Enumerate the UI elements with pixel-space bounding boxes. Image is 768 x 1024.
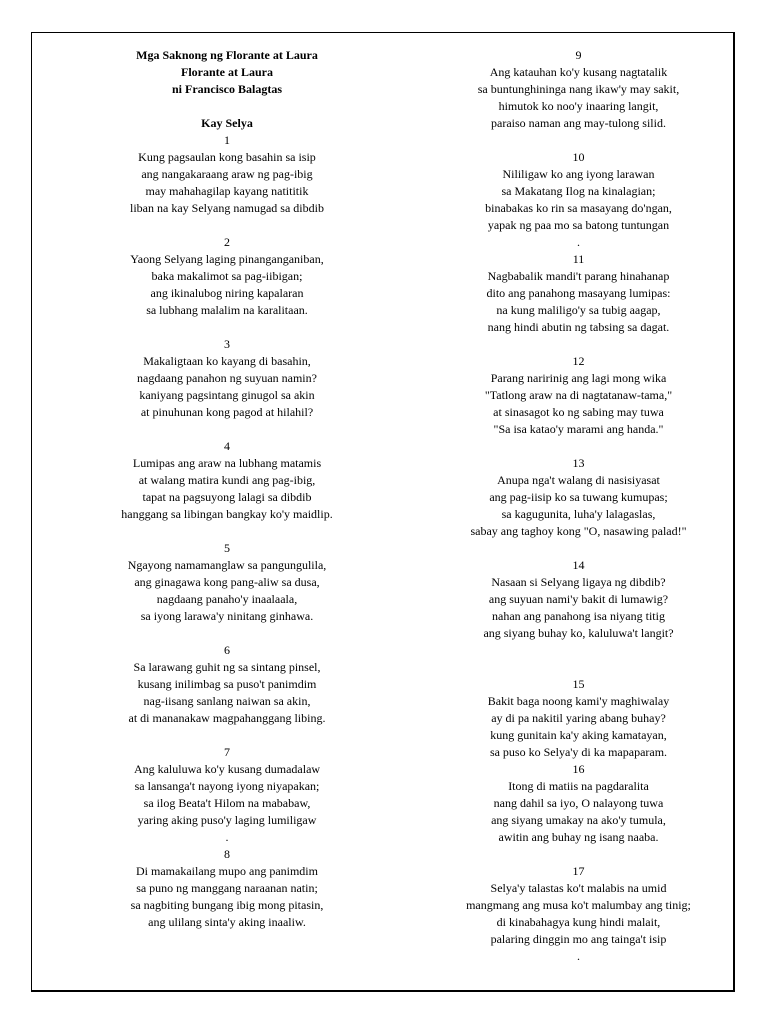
stanza-number: 10: [572, 150, 585, 164]
verse-line: at sinasagot ko ng sabing may tuwa: [493, 405, 664, 419]
verse-line: ang siyang buhay ko, kaluluwa't langit?: [483, 626, 674, 640]
verse-line: yapak ng paa mo sa batong tuntungan: [487, 218, 670, 232]
stanza-number: 5: [224, 541, 230, 555]
verse-line: sa kagugunita, luha'y lalagaslas,: [501, 507, 656, 521]
stanza: [422, 149, 735, 251]
verse-line: Ang kaluluwa ko'y kusang dumadalaw: [133, 762, 321, 776]
document-title: Mga Saknong ng Florante at Laura: [136, 48, 318, 62]
verse-line: baka makalimot sa pag-iibigan;: [151, 269, 303, 283]
verse-line: himutok ko noo'y inaaring langit,: [498, 99, 659, 113]
verse-line: tapat na pagsuyong lalagi sa dibdib: [142, 490, 312, 504]
verse-line: sa ilog Beata't Hilom na mababaw,: [143, 796, 311, 810]
poem-title: Florante at Laura: [181, 65, 273, 79]
stanza-number: 14: [572, 558, 585, 572]
verse-line: dito ang panahong masayang lumipas:: [486, 286, 671, 300]
verse-line: paraiso naman ang may-tulong silid.: [491, 116, 666, 130]
dedication-heading: Kay Selya: [201, 116, 253, 130]
verse-line: Kung pagsaulan kong basahin sa isip: [138, 150, 316, 164]
stanza: [32, 336, 422, 421]
verse-line: palaring dinggin mo ang tainga't isip: [490, 932, 667, 946]
stanza-number: 17: [572, 864, 585, 878]
verse-line: awitin ang buhay ng isang naaba.: [498, 830, 659, 844]
verse-line: at walang matira kundi ang pag-ibig,: [138, 473, 316, 487]
verse-line: kusang inilimbag sa puso't panimdim: [137, 677, 317, 691]
stanza: [32, 438, 422, 523]
stanza: [422, 761, 735, 846]
verse-line: mangmang ang musa ko't malumbay ang tinig;: [466, 898, 691, 912]
verse-line: nahan ang panahong isa niyang titig: [492, 609, 665, 623]
verse-line: sa Makatang Ilog na kinalagian;: [501, 184, 656, 198]
verse-line: Makaligtaan ko kayang di basahin,: [143, 354, 311, 368]
verse-line: "Sa isa katao'y marami ang handa.": [493, 422, 664, 436]
stanza-number: 2: [224, 235, 230, 249]
verse-line: binabakas ko rin sa masayang do'ngan,: [485, 201, 672, 215]
left-stanza-list: [32, 132, 422, 931]
stanza: [32, 234, 422, 319]
stanza-number: 12: [572, 354, 585, 368]
verse-line: at di mananakaw magpahanggang libing.: [128, 711, 326, 725]
verse-line: Di mamakailang mupo ang panimdim: [136, 864, 318, 878]
verse-line: di kinabahagya kung hindi malait,: [496, 915, 661, 929]
stanza: [422, 455, 735, 540]
stanza-number: 16: [572, 762, 585, 776]
verse-line: .: [577, 235, 580, 249]
stanza: [422, 676, 735, 761]
stanza-number: 13: [572, 456, 585, 470]
stanza-number: 15: [572, 677, 585, 691]
stanza: [32, 642, 422, 727]
stanza-number: 3: [224, 337, 230, 351]
verse-line: ay di pa nakitil yaring abang buhay?: [491, 711, 666, 725]
stanza-number: 11: [572, 252, 585, 266]
right-stanza-list: [422, 47, 735, 965]
verse-line: na kung maliligo'y sa tubig aagap,: [496, 303, 661, 317]
verse-line: Selya'y talastas ko't malabis na umid: [490, 881, 667, 895]
verse-line: sa lubhang malalim na karalitaan.: [146, 303, 308, 317]
stanza-number: 7: [224, 745, 230, 759]
verse-line: Itong di matiis na pagdaralita: [508, 779, 649, 793]
verse-line: nang hindi abutin ng tabsing sa dagat.: [487, 320, 670, 334]
verse-line: yaring aking puso'y laging lumiligaw: [137, 813, 317, 827]
verse-line: Anupa nga't walang di nasisiyasat: [497, 473, 660, 487]
verse-line: liban na kay Selyang namugad sa dibdib: [130, 201, 324, 215]
stanza-number: 6: [224, 643, 230, 657]
verse-line: ang siyang umakay na ako'y tumula,: [491, 813, 666, 827]
verse-line: kung gunitain ka'y aking kamatayan,: [490, 728, 667, 742]
verse-line: nang dahil sa iyo, O nalayong tuwa: [493, 796, 664, 810]
verse-line: sa puno ng manggang naraanan natin;: [136, 881, 318, 895]
verse-line: hanggang sa libingan bangkay ko'y maidlip.: [121, 507, 333, 521]
verse-line: sa nagbiting bungang ibig mong pitasin,: [130, 898, 324, 912]
stanza: [422, 47, 735, 132]
stanza: [422, 557, 735, 642]
verse-line: Sa larawang guhit ng sa sintang pinsel,: [133, 660, 321, 674]
verse-line: nag-iisang sanlang naiwan sa akin,: [143, 694, 311, 708]
verse-line: "Tatlong araw na di nagtatanaw-tama,": [484, 388, 673, 402]
verse-line: .: [225, 830, 229, 844]
verse-line: ang ginagawa kong pang-aliw sa dusa,: [134, 575, 320, 589]
verse-line: Nililigaw ko ang iyong larawan: [502, 167, 655, 181]
verse-line: sa iyong larawa'y ninitang ginhawa.: [140, 609, 314, 623]
verse-line: nagdaang panahon ng suyuan namin?: [137, 371, 317, 385]
verse-line: sa buntunghiningа nang ikaw'y may sakit,: [477, 82, 680, 96]
stanza-number: 8: [224, 847, 230, 861]
stanza: [422, 251, 735, 336]
right-column: [422, 47, 735, 965]
stanza: [32, 540, 422, 625]
verse-line: may mahahagilap kayang natititik: [145, 184, 309, 198]
verse-line: sa puso ko Selya'y di ka mapaparam.: [489, 745, 668, 759]
stanza: [422, 353, 735, 438]
verse-line: .: [577, 949, 580, 963]
verse-line: Bakit baga noong kami'y maghiwalay: [487, 694, 670, 708]
verse-line: sa lansanga't nayong iyong niyapakan;: [134, 779, 320, 793]
verse-line: sabay ang taghoy kong "O, nasawing palad!": [470, 524, 687, 538]
left-column: [32, 47, 422, 931]
verse-line: ang nangakaraang araw ng pag-ibig: [141, 167, 313, 181]
stanza: [32, 132, 422, 217]
verse-line: kaniyang pagsintang ginugol sa akin: [139, 388, 315, 402]
verse-line: Nagbabalik mandi't parang hinahanap: [487, 269, 670, 283]
verse-line: Ang katauhan ko'y kusang nagtatalik: [489, 65, 668, 79]
document-page: [31, 32, 735, 992]
verse-line: ang pag-iisip ko sa tuwang kumupas;: [489, 490, 668, 504]
verse-line: at pinuhunan kong pagod at hilahil?: [140, 405, 314, 419]
verse-line: Nasaan si Selyang ligaya ng dibdib?: [491, 575, 666, 589]
verse-line: Parang naririnig ang lagi mong wika: [490, 371, 667, 385]
verse-line: nagdaang panaho'y inaalaala,: [156, 592, 298, 606]
author-line: ni Francisco Balagtas: [172, 82, 282, 96]
verse-line: Lumipas ang araw na lubhang matamis: [132, 456, 322, 470]
verse-line: Yaong Selyang laging pinanganganiban,: [130, 252, 324, 266]
verse-line: ang ulilang sinta'y aking inaaliw.: [148, 915, 306, 929]
stanza: [422, 863, 735, 965]
stanza: [32, 846, 422, 931]
verse-line: Ngayong namamanglaw sa pangungulila,: [127, 558, 327, 572]
stanza-number: 9: [575, 48, 582, 62]
stanza: [32, 744, 422, 846]
verse-line: ang suyuan nami'y bakit di lumawig?: [488, 592, 669, 606]
stanza-number: 4: [224, 439, 230, 453]
stanza-number: 1: [224, 133, 230, 147]
verse-line: ang ikinalubog niring kapalaran: [150, 286, 304, 300]
